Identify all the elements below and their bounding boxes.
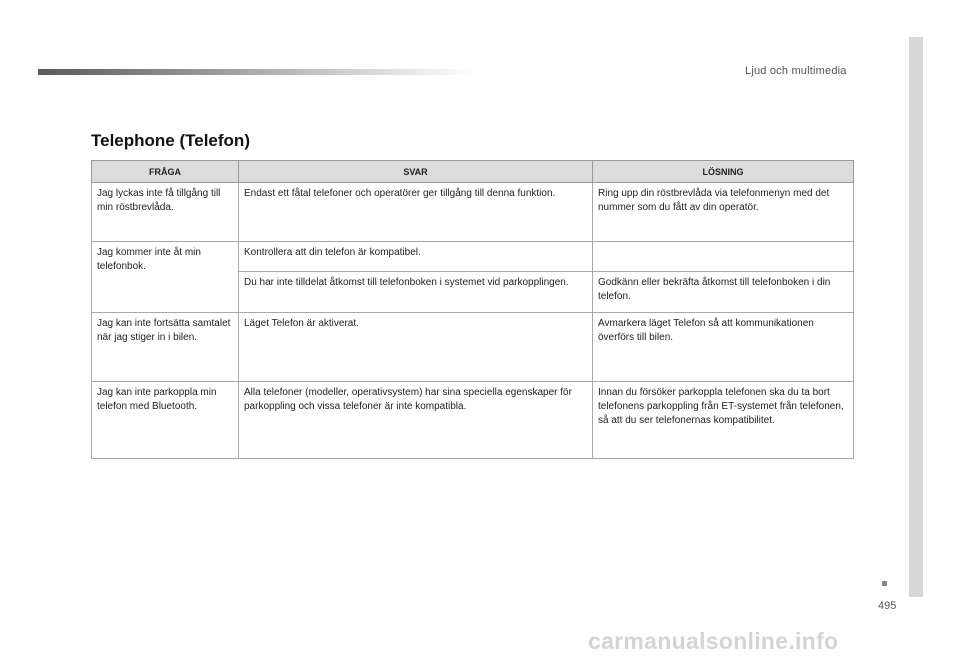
answer-cell: Du har inte tilldelat åtkomst till telefonboken i systemet vid parkopplingen.: [239, 272, 593, 313]
table-row: [92, 242, 854, 272]
watermark: carmanualsonline.info: [588, 628, 839, 654]
answer-cell: Alla telefoner (modeller, operativsystem) har sina speciella egenskaper för parkoppling och vissa telefoner är inte kompatibla.: [239, 382, 593, 459]
answer-cell: Endast ett fåtal telefoner och operatörer ger tillgång till denna funktion.: [239, 183, 593, 242]
question-cell: Jag kan inte fortsätta samtalet när jag stiger in i bilen.: [92, 313, 239, 382]
section-label: Ljud och multimedia: [745, 65, 847, 77]
question-cell: Jag kan inte parkoppla min telefon med Bluetooth.: [92, 382, 239, 459]
answer-cell: Kontrollera att din telefon är kompatibel.: [239, 242, 593, 272]
solution-cell: Innan du försöker parkoppla telefonen ska du ta bort telefonens parkoppling från ET-systemet från telefonen, så att du ser telefonernas kompatibilitet.: [593, 382, 854, 459]
solution-cell: [593, 242, 854, 272]
table-header-row: [92, 161, 854, 183]
page-number: 495: [878, 600, 897, 612]
page-marker-icon: [882, 581, 887, 586]
question-cell: Jag lyckas inte få tillgång till min röstbrevlåda.: [92, 183, 239, 242]
table-row: [92, 382, 854, 459]
table-row: [92, 313, 854, 382]
page-title: Telephone (Telefon): [91, 131, 250, 150]
solution-cell: Godkänn eller bekräfta åtkomst till telefonboken i din telefon.: [593, 272, 854, 313]
column-header-question: FRÅGA: [92, 161, 239, 183]
table-row: [92, 183, 854, 242]
solution-cell: Avmarkera läget Telefon så att kommunikationen överförs till bilen.: [593, 313, 854, 382]
column-header-answer: SVAR: [239, 161, 593, 183]
header-gradient-bar: [38, 69, 478, 75]
question-cell: Jag kommer inte åt min telefonbok.: [92, 242, 239, 313]
solution-cell: Ring upp din röstbrevlåda via telefonmenyn med det nummer som du fått av din operatör.: [593, 183, 854, 242]
answer-cell: Läget Telefon är aktiverat.: [239, 313, 593, 382]
column-header-solution: LÖSNING: [593, 161, 854, 183]
troubleshooting-table: [91, 160, 854, 459]
side-tab-strip: [909, 37, 923, 597]
